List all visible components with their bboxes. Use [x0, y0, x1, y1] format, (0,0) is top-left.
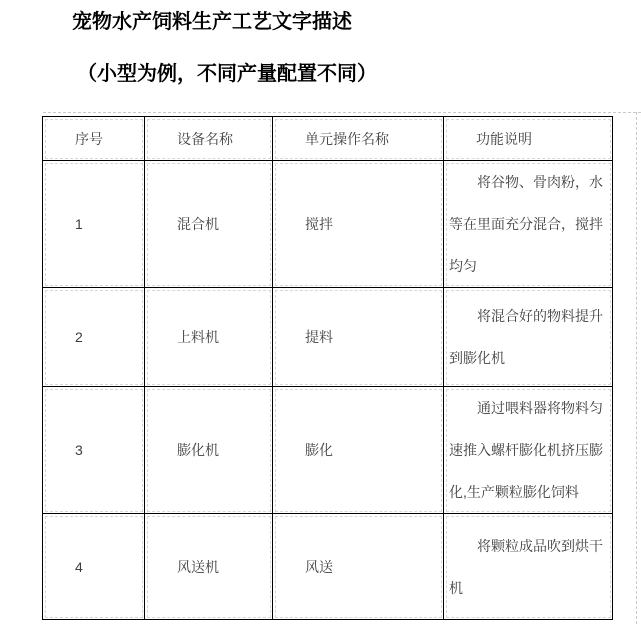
- table-row: [43, 161, 613, 288]
- header-cell-equipment: 设备名称: [145, 117, 273, 161]
- cell-equipment: 膨化机: [145, 387, 273, 514]
- page-subtitle: （小型为例，不同产量配置不同）: [77, 61, 377, 85]
- table-row: [43, 387, 613, 514]
- header-cell-no: 序号: [43, 117, 145, 161]
- text-boundary-top-line: [43, 112, 641, 113]
- table-header-row: [43, 117, 613, 161]
- process-table: [42, 116, 613, 620]
- table-row: [43, 514, 613, 620]
- cell-description: 将混合好的物料提升到膨化机: [444, 288, 613, 387]
- cell-equipment: 上料机: [145, 288, 273, 387]
- cell-description: 将谷物、骨肉粉，水等在里面充分混合，搅拌均匀: [444, 161, 613, 288]
- cell-operation: 提料: [273, 288, 444, 387]
- text-boundary-right-line: [636, 112, 637, 624]
- header-cell-function: 功能说明: [444, 117, 613, 161]
- cell-no: 4: [43, 514, 145, 620]
- cell-equipment: 混合机: [145, 161, 273, 288]
- cell-description: 通过喂料器将物料匀速推入螺杆膨化机挤压膨化,生产颗粒膨化饲料: [444, 387, 613, 514]
- cell-no: 1: [43, 161, 145, 288]
- cell-operation: 风送: [273, 514, 444, 620]
- cell-operation: 搅拌: [273, 161, 444, 288]
- cell-no: 3: [43, 387, 145, 514]
- cell-description: 将颗粒成品吹到烘干机: [444, 514, 613, 620]
- cell-operation: 膨化: [273, 387, 444, 514]
- cell-equipment: 风送机: [145, 514, 273, 620]
- cell-no: 2: [43, 288, 145, 387]
- header-cell-operation: 单元操作名称: [273, 117, 444, 161]
- page-title: 宠物水产饲料生产工艺文字描述: [72, 9, 352, 33]
- table-row: [43, 288, 613, 387]
